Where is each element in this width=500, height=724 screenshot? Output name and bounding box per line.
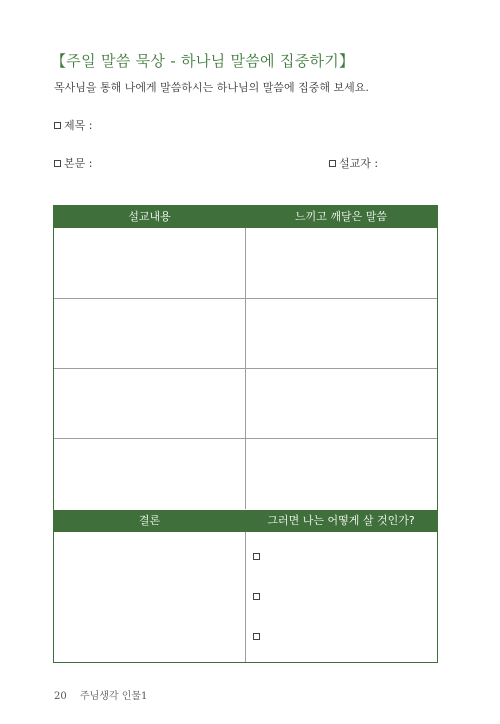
book-title: 주님생각 인물1: [79, 691, 148, 702]
row-divider: [54, 368, 437, 369]
page-number: 20: [54, 691, 67, 702]
realization-header: 느끼고 깨달은 말씀: [294, 210, 387, 223]
passage-label: 본문 :: [64, 157, 93, 170]
application-header: 그러면 나는 어떻게 살 것인가?: [267, 514, 415, 527]
checkbox-icon: [54, 160, 61, 167]
instruction-text: 목사님을 통해 나에게 말씀하시는 하나님의 말씀에 집중해 보세요.: [54, 81, 369, 94]
preacher-label: 설교자 :: [339, 157, 379, 170]
conclusion-header: 결론: [138, 514, 161, 527]
title-field: [54, 117, 92, 133]
sermon-content-header: 설교내용: [128, 210, 171, 223]
page-title: 【주일 말씀 묵상 - 하나님 말씀에 집중하기】: [51, 52, 355, 70]
row-divider: [54, 298, 437, 299]
checkbox-icon: [329, 160, 336, 167]
title-label: 제목 :: [64, 119, 93, 132]
checkbox-icon: [253, 633, 260, 640]
row-divider: [54, 438, 437, 439]
checkbox-icon: [253, 593, 260, 600]
passage-field: [54, 155, 92, 171]
column-divider: [245, 532, 246, 662]
notes-table: [53, 205, 438, 663]
checkbox-icon: [54, 122, 61, 129]
table-header: [54, 206, 437, 228]
checkbox-icon: [253, 553, 260, 560]
page-footer: [54, 687, 147, 702]
preacher-field: [329, 155, 378, 171]
conclusion-header-bar: [54, 510, 437, 532]
